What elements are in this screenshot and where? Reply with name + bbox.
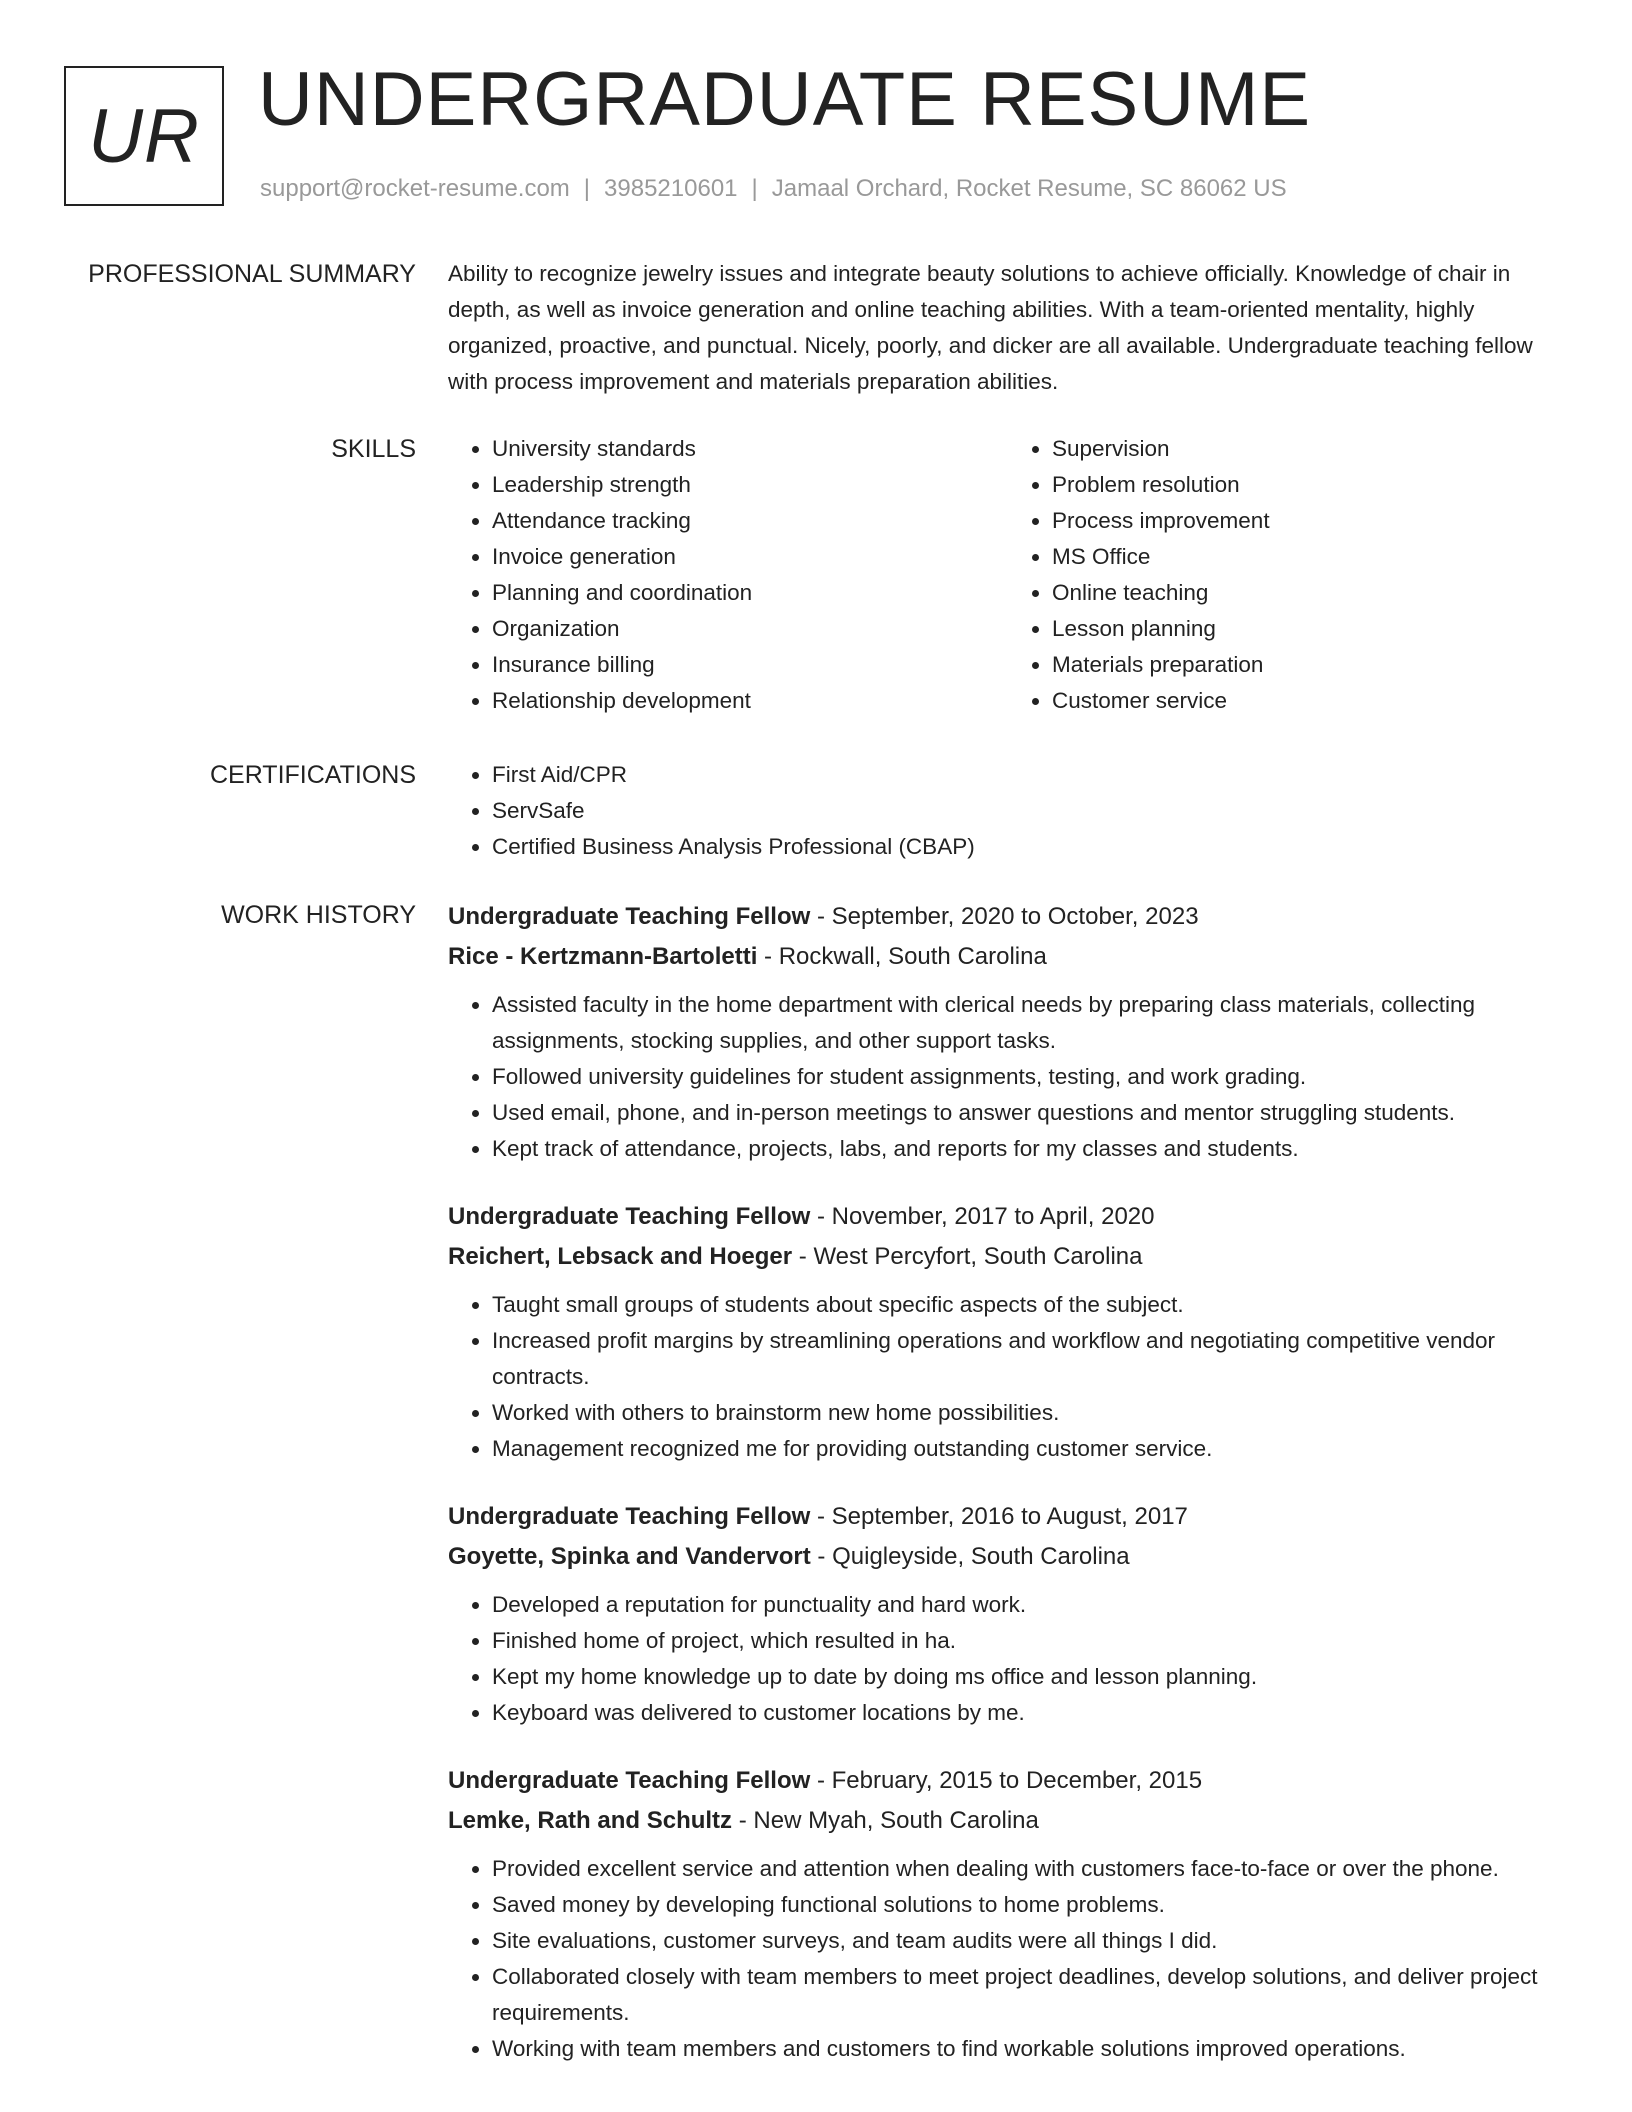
skill-item: • Invoice generation <box>492 539 1008 575</box>
monogram-text: UR <box>88 93 200 179</box>
job-bullets <box>448 987 1568 1167</box>
job-company: Goyette, Spinka and Vandervort <box>448 1543 811 1570</box>
job-title: Undergraduate Teaching Fellow <box>448 1767 811 1794</box>
skill-item: • Online teaching <box>1052 575 1568 611</box>
job-bullet: • Site evaluations, customer surveys, and team audits were all things I did. <box>492 1923 1568 1959</box>
skills-list-right <box>1008 431 1568 719</box>
job-entry <box>448 1761 1568 2067</box>
job-company-line <box>448 1537 1568 1577</box>
job-title: Undergraduate Teaching Fellow <box>448 1203 811 1230</box>
contact-address: Jamaal Orchard, Rocket Resume, SC 86062 US <box>771 175 1287 202</box>
work-history-body <box>448 897 1568 2097</box>
job-entry <box>448 1197 1568 1467</box>
skill-item: • Problem resolution <box>1052 467 1568 503</box>
summary-label: PROFESSIONAL SUMMARY <box>88 260 416 288</box>
skill-item: • Customer service <box>1052 683 1568 719</box>
skill-item: • Supervision <box>1052 431 1568 467</box>
contact-separator: | <box>583 175 591 202</box>
contact-line <box>260 175 1287 203</box>
job-title-line <box>448 1497 1568 1537</box>
certification-item: • Certified Business Analysis Professional (CBAP) <box>492 829 1568 865</box>
skill-item: • Relationship development <box>492 683 1008 719</box>
job-dates: - September, 2016 to August, 2017 <box>810 1503 1188 1530</box>
job-title: Undergraduate Teaching Fellow <box>448 903 811 930</box>
certification-item: • ServSafe <box>492 793 1568 829</box>
skill-item: • Lesson planning <box>1052 611 1568 647</box>
skill-item: • Materials preparation <box>1052 647 1568 683</box>
job-bullet: • Saved money by developing functional solutions to home problems. <box>492 1887 1568 1923</box>
certifications-label: CERTIFICATIONS <box>209 761 416 789</box>
job-bullet: • Collaborated closely with team members to meet project deadlines, develop solutions, and deliver project requirements. <box>492 1959 1568 2031</box>
job-dates: - February, 2015 to December, 2015 <box>810 1767 1203 1794</box>
job-title-line <box>448 1761 1568 1801</box>
skill-item: • Organization <box>492 611 1008 647</box>
skill-item: • Planning and coordination <box>492 575 1008 611</box>
job-bullet: • Finished home of project, which resulted in ha. <box>492 1623 1568 1659</box>
skills-label: SKILLS <box>331 435 416 463</box>
skill-item: • University standards <box>492 431 1008 467</box>
job-bullet: • Worked with others to brainstorm new home possibilities. <box>492 1395 1568 1431</box>
certifications-body <box>448 757 1568 865</box>
job-bullet: • Assisted faculty in the home department with clerical needs by preparing class materials, collecting assignments, stocking supplies, and other support tasks. <box>492 987 1568 1059</box>
monogram-logo <box>64 66 224 206</box>
job-entry <box>448 897 1568 1167</box>
job-bullet: • Followed university guidelines for student assignments, testing, and work grading. <box>492 1059 1568 1095</box>
job-bullet: • Used email, phone, and in-person meetings to answer questions and mentor struggling students. <box>492 1095 1568 1131</box>
summary-text: Ability to recognize jewelry issues and integrate beauty solutions to achieve officially. Knowledge of chair in depth, as well as invoice generation and online teaching abilities. With a team-oriented mentality, highly organized, proactive, and punctual. Nicely, poorly, and dicker are all available. Undergraduate teaching fellow with process improvement and materials preparation abilities. <box>448 261 1533 394</box>
job-bullets <box>448 1587 1568 1731</box>
resume-title: UNDERGRADUATE RESUME <box>258 57 1312 142</box>
job-company-line <box>448 1237 1568 1277</box>
job-bullet: • Kept track of attendance, projects, labs, and reports for my classes and students. <box>492 1131 1568 1167</box>
job-bullets <box>448 1287 1568 1467</box>
job-dates: - November, 2017 to April, 2020 <box>810 1203 1155 1230</box>
skill-item: • Process improvement <box>1052 503 1568 539</box>
work-history-label: WORK HISTORY <box>221 901 416 929</box>
job-bullet: • Developed a reputation for punctuality and hard work. <box>492 1587 1568 1623</box>
job-title-line <box>448 1197 1568 1237</box>
job-company: Rice - Kertzmann-Bartoletti <box>448 943 758 970</box>
job-title: Undergraduate Teaching Fellow <box>448 1503 811 1530</box>
job-location: - Rockwall, South Carolina <box>757 943 1047 970</box>
contact-email: support@rocket-resume.com <box>260 175 570 202</box>
job-bullet: • Increased profit margins by streamlining operations and workflow and negotiating competitive vendor contracts. <box>492 1323 1568 1395</box>
job-company-line <box>448 937 1568 977</box>
skills-body <box>448 431 1568 719</box>
skill-item: • Attendance tracking <box>492 503 1008 539</box>
contact-phone: 3985210601 <box>604 175 738 202</box>
job-location: - New Myah, South Carolina <box>732 1807 1039 1834</box>
contact-separator: | <box>751 175 758 202</box>
job-dates: - September, 2020 to October, 2023 <box>810 903 1199 930</box>
job-bullet: • Provided excellent service and attention when dealing with customers face-to-face or over the phone. <box>492 1851 1568 1887</box>
skill-item: • Insurance billing <box>492 647 1008 683</box>
job-bullet: • Working with team members and customers to find workable solutions improved operations. <box>492 2031 1568 2067</box>
job-entry <box>448 1497 1568 1731</box>
certifications-list <box>448 757 1568 865</box>
job-company: Lemke, Rath and Schultz <box>448 1807 733 1834</box>
job-bullet: • Taught small groups of students about specific aspects of the subject. <box>492 1287 1568 1323</box>
job-bullet: • Kept my home knowledge up to date by doing ms office and lesson planning. <box>492 1659 1568 1695</box>
job-bullet: • Management recognized me for providing outstanding customer service. <box>492 1431 1568 1467</box>
job-company-line <box>448 1801 1568 1841</box>
job-bullet: • Keyboard was delivered to customer locations by me. <box>492 1695 1568 1731</box>
skills-list-left <box>448 431 1008 719</box>
job-bullets <box>448 1851 1568 2067</box>
job-company: Reichert, Lebsack and Hoeger <box>448 1243 793 1270</box>
job-title-line <box>448 897 1568 937</box>
skill-item: • Leadership strength <box>492 467 1008 503</box>
skill-item: • MS Office <box>1052 539 1568 575</box>
certification-item: • First Aid/CPR <box>492 757 1568 793</box>
job-location: - Quigleyside, South Carolina <box>810 1543 1130 1570</box>
job-location: - West Percyfort, South Carolina <box>792 1243 1143 1270</box>
